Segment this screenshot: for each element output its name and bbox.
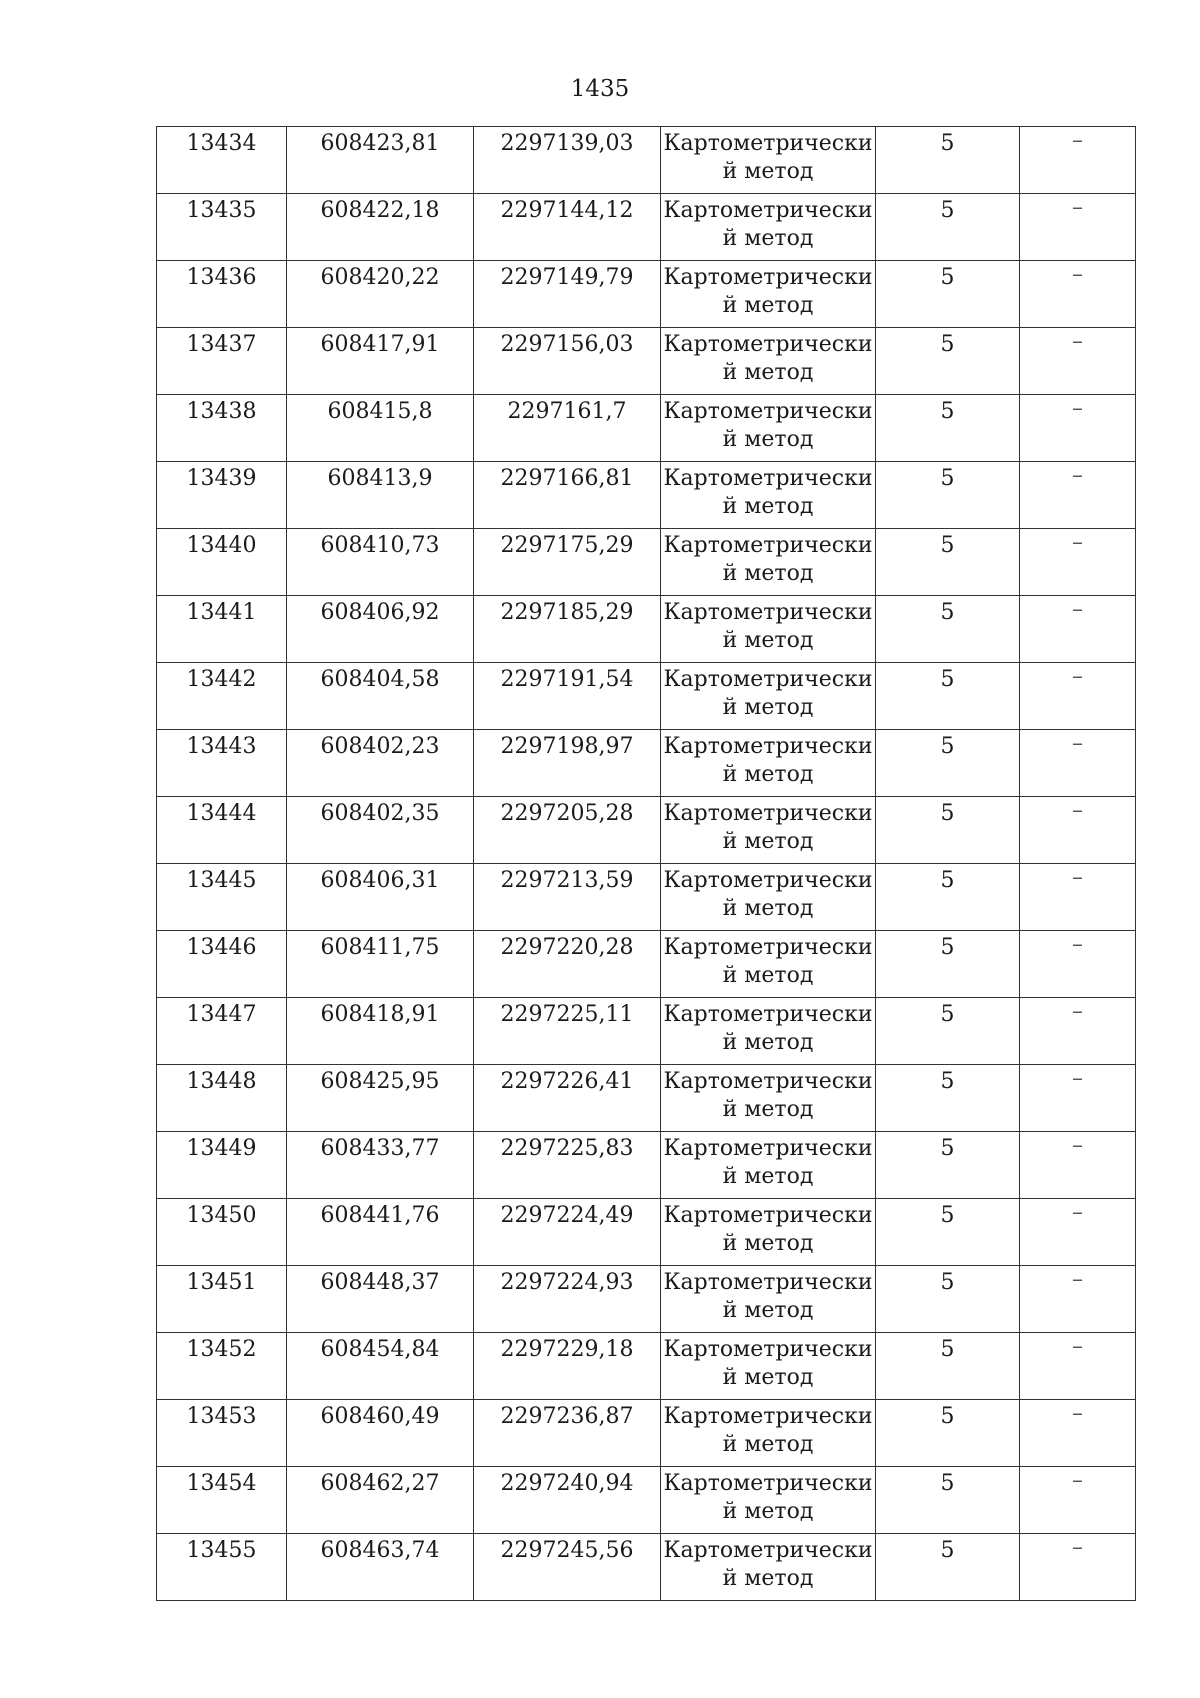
y-coordinate-cell: 2297205,28 [474,797,661,864]
method-cell [661,529,876,596]
y-coordinate-cell: 2297245,56 [474,1534,661,1601]
method-text-line2: й метод [722,1231,814,1256]
method-text-line1: Картометрически [663,265,873,290]
table-row [157,194,1136,261]
note-cell: – [1020,1199,1136,1266]
x-coordinate-cell: 608425,95 [287,1065,474,1132]
method-text-line1: Картометрически [663,935,873,960]
accuracy-cell: 5 [876,1199,1020,1266]
x-coordinate-cell: 608402,23 [287,730,474,797]
method-text-line2: й метод [722,896,814,921]
method-text-line2: й метод [722,427,814,452]
method-cell [661,663,876,730]
method-text-line2: й метод [722,293,814,318]
method-cell [661,998,876,1065]
method-text-line2: й метод [722,360,814,385]
point-number-cell: 13445 [157,864,287,931]
table-row [157,1400,1136,1467]
y-coordinate-cell: 2297224,49 [474,1199,661,1266]
y-coordinate-cell: 2297220,28 [474,931,661,998]
point-number-cell: 13439 [157,462,287,529]
accuracy-cell: 5 [876,395,1020,462]
table-row [157,127,1136,194]
method-text-line2: й метод [722,1097,814,1122]
point-number-cell: 13435 [157,194,287,261]
method-text-line1: Картометрически [663,1069,873,1094]
accuracy-cell: 5 [876,261,1020,328]
point-number-cell: 13449 [157,1132,287,1199]
table-row [157,261,1136,328]
method-text-line2: й метод [722,762,814,787]
method-text-line1: Картометрически [663,1404,873,1429]
point-number-cell: 13434 [157,127,287,194]
point-number-cell: 13446 [157,931,287,998]
table-row [157,931,1136,998]
accuracy-cell: 5 [876,663,1020,730]
method-cell [661,1132,876,1199]
method-cell [661,596,876,663]
method-cell [661,462,876,529]
y-coordinate-cell: 2297156,03 [474,328,661,395]
method-text-line2: й метод [722,561,814,586]
table-row [157,864,1136,931]
table-row [157,1266,1136,1333]
method-text-line2: й метод [722,1432,814,1457]
x-coordinate-cell: 608415,8 [287,395,474,462]
y-coordinate-cell: 2297149,79 [474,261,661,328]
y-coordinate-cell: 2297225,11 [474,998,661,1065]
method-cell [661,1065,876,1132]
y-coordinate-cell: 2297240,94 [474,1467,661,1534]
method-text-line2: й метод [722,1566,814,1591]
note-cell: – [1020,194,1136,261]
table-row [157,1065,1136,1132]
method-text-line2: й метод [722,1030,814,1055]
x-coordinate-cell: 608413,9 [287,462,474,529]
accuracy-cell: 5 [876,194,1020,261]
accuracy-cell: 5 [876,462,1020,529]
method-cell [661,127,876,194]
point-number-cell: 13452 [157,1333,287,1400]
y-coordinate-cell: 2297224,93 [474,1266,661,1333]
page-number: 1435 [570,76,630,102]
x-coordinate-cell: 608406,31 [287,864,474,931]
accuracy-cell: 5 [876,1534,1020,1601]
point-number-cell: 13437 [157,328,287,395]
x-coordinate-cell: 608448,37 [287,1266,474,1333]
table-row [157,663,1136,730]
x-coordinate-cell: 608441,76 [287,1199,474,1266]
point-number-cell: 13450 [157,1199,287,1266]
y-coordinate-cell: 2297225,83 [474,1132,661,1199]
method-cell [661,1266,876,1333]
note-cell: – [1020,998,1136,1065]
y-coordinate-cell: 2297213,59 [474,864,661,931]
method-text-line2: й метод [722,494,814,519]
method-cell [661,194,876,261]
accuracy-cell: 5 [876,1266,1020,1333]
method-text-line1: Картометрически [663,1203,873,1228]
x-coordinate-cell: 608463,74 [287,1534,474,1601]
note-cell: – [1020,1266,1136,1333]
accuracy-cell: 5 [876,328,1020,395]
accuracy-cell: 5 [876,1400,1020,1467]
method-cell [661,931,876,998]
method-cell [661,395,876,462]
accuracy-cell: 5 [876,1132,1020,1199]
point-number-cell: 13440 [157,529,287,596]
accuracy-cell: 5 [876,127,1020,194]
method-text-line2: й метод [722,963,814,988]
note-cell: – [1020,1065,1136,1132]
method-text-line1: Картометрически [663,1002,873,1027]
point-number-cell: 13436 [157,261,287,328]
y-coordinate-cell: 2297229,18 [474,1333,661,1400]
method-text-line2: й метод [722,1298,814,1323]
table-row [157,596,1136,663]
x-coordinate-cell: 608460,49 [287,1400,474,1467]
accuracy-cell: 5 [876,529,1020,596]
point-number-cell: 13443 [157,730,287,797]
y-coordinate-cell: 2297144,12 [474,194,661,261]
table-row [157,1132,1136,1199]
method-text-line1: Картометрически [663,1270,873,1295]
note-cell: – [1020,596,1136,663]
y-coordinate-cell: 2297198,97 [474,730,661,797]
note-cell: – [1020,529,1136,596]
accuracy-cell: 5 [876,797,1020,864]
method-text-line2: й метод [722,1164,814,1189]
method-cell [661,797,876,864]
note-cell: – [1020,931,1136,998]
x-coordinate-cell: 608410,73 [287,529,474,596]
point-number-cell: 13448 [157,1065,287,1132]
table-row [157,1467,1136,1534]
accuracy-cell: 5 [876,596,1020,663]
y-coordinate-cell: 2297166,81 [474,462,661,529]
point-number-cell: 13454 [157,1467,287,1534]
coordinates-table [156,126,1136,1601]
y-coordinate-cell: 2297185,29 [474,596,661,663]
method-text-line1: Картометрически [663,1471,873,1496]
method-text-line1: Картометрически [663,1136,873,1161]
method-text-line1: Картометрически [663,198,873,223]
x-coordinate-cell: 608404,58 [287,663,474,730]
method-text-line1: Картометрически [663,667,873,692]
method-text-line1: Картометрически [663,131,873,156]
point-number-cell: 13441 [157,596,287,663]
method-text-line1: Картометрически [663,1538,873,1563]
table-row [157,998,1136,1065]
y-coordinate-cell: 2297236,87 [474,1400,661,1467]
note-cell: – [1020,663,1136,730]
note-cell: – [1020,1534,1136,1601]
point-number-cell: 13451 [157,1266,287,1333]
method-text-line1: Картометрически [663,600,873,625]
method-text-line1: Картометрически [663,399,873,424]
method-cell [661,864,876,931]
table-row [157,529,1136,596]
y-coordinate-cell: 2297161,7 [474,395,661,462]
x-coordinate-cell: 608420,22 [287,261,474,328]
y-coordinate-cell: 2297191,54 [474,663,661,730]
method-text-line2: й метод [722,628,814,653]
accuracy-cell: 5 [876,864,1020,931]
note-cell: – [1020,730,1136,797]
method-text-line1: Картометрически [663,801,873,826]
y-coordinate-cell: 2297226,41 [474,1065,661,1132]
note-cell: – [1020,1400,1136,1467]
method-text-line1: Картометрически [663,1337,873,1362]
table-row [157,395,1136,462]
accuracy-cell: 5 [876,1467,1020,1534]
point-number-cell: 13444 [157,797,287,864]
x-coordinate-cell: 608462,27 [287,1467,474,1534]
method-cell [661,261,876,328]
point-number-cell: 13453 [157,1400,287,1467]
method-text-line1: Картометрически [663,332,873,357]
method-text-line1: Картометрически [663,868,873,893]
note-cell: – [1020,127,1136,194]
point-number-cell: 13455 [157,1534,287,1601]
accuracy-cell: 5 [876,730,1020,797]
x-coordinate-cell: 608454,84 [287,1333,474,1400]
method-text-line1: Картометрически [663,734,873,759]
table-row [157,1199,1136,1266]
method-cell [661,1400,876,1467]
table-row [157,328,1136,395]
table-row [157,1333,1136,1400]
method-cell [661,1333,876,1400]
y-coordinate-cell: 2297139,03 [474,127,661,194]
method-text-line2: й метод [722,159,814,184]
y-coordinate-cell: 2297175,29 [474,529,661,596]
method-cell [661,328,876,395]
table-body [157,127,1136,1601]
note-cell: – [1020,1467,1136,1534]
method-text-line2: й метод [722,1499,814,1524]
x-coordinate-cell: 608402,35 [287,797,474,864]
x-coordinate-cell: 608411,75 [287,931,474,998]
point-number-cell: 13442 [157,663,287,730]
method-text-line1: Картометрически [663,466,873,491]
accuracy-cell: 5 [876,931,1020,998]
note-cell: – [1020,1132,1136,1199]
point-number-cell: 13438 [157,395,287,462]
table-row [157,730,1136,797]
accuracy-cell: 5 [876,1065,1020,1132]
table-row [157,462,1136,529]
point-number-cell: 13447 [157,998,287,1065]
method-text-line2: й метод [722,695,814,720]
method-cell [661,1199,876,1266]
x-coordinate-cell: 608418,91 [287,998,474,1065]
x-coordinate-cell: 608433,77 [287,1132,474,1199]
note-cell: – [1020,328,1136,395]
method-text-line2: й метод [722,226,814,251]
x-coordinate-cell: 608417,91 [287,328,474,395]
method-cell [661,1534,876,1601]
note-cell: – [1020,462,1136,529]
method-cell [661,1467,876,1534]
accuracy-cell: 5 [876,998,1020,1065]
note-cell: – [1020,864,1136,931]
table-row [157,1534,1136,1601]
note-cell: – [1020,261,1136,328]
note-cell: – [1020,1333,1136,1400]
x-coordinate-cell: 608406,92 [287,596,474,663]
table-row [157,797,1136,864]
note-cell: – [1020,395,1136,462]
method-text-line2: й метод [722,1365,814,1390]
note-cell: – [1020,797,1136,864]
accuracy-cell: 5 [876,1333,1020,1400]
method-text-line2: й метод [722,829,814,854]
x-coordinate-cell: 608422,18 [287,194,474,261]
method-text-line1: Картометрически [663,533,873,558]
method-cell [661,730,876,797]
x-coordinate-cell: 608423,81 [287,127,474,194]
